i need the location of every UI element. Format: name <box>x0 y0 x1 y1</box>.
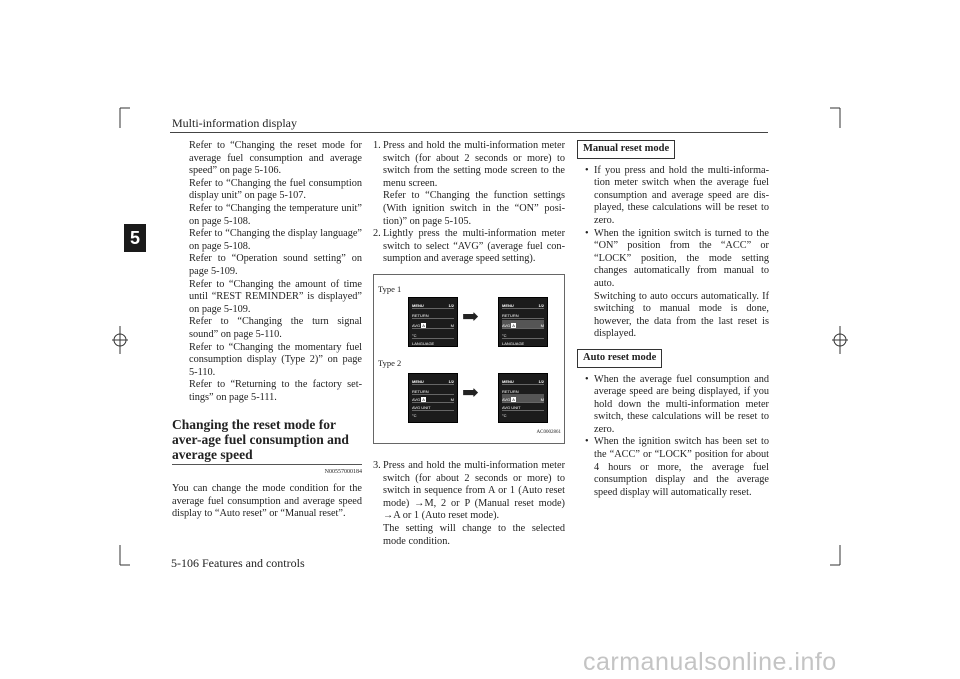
column-1 <box>172 140 362 521</box>
screen-temp-text: °C <box>412 412 417 418</box>
step-reference: Refer to “Changing the function settings (With ignition switch in the “ON” posi-tion)” on page 5-105. <box>383 190 565 227</box>
reference-item: Refer to “Returning to the factory set-tings” on page 5-111. <box>189 379 362 403</box>
screen-avg-text: AVG <box>412 396 421 402</box>
screen-menu-row <box>412 376 454 385</box>
reference-list <box>172 140 362 404</box>
screen-lang-text: LANGUAGE <box>502 340 525 346</box>
screen-menu-row <box>412 300 454 309</box>
screen-avg-unit: M <box>450 396 454 402</box>
reference-item: Refer to “Changing the display language” on page 5-108. <box>189 228 362 252</box>
screen-avg-text: AVG <box>502 396 511 402</box>
screen-avg-value: A <box>422 396 425 402</box>
screen-avg-value: A <box>512 396 515 402</box>
step-number: 2. <box>373 228 381 240</box>
bullet-text: When the ignition switch is turned to the “ON” position from the “ACC” or “LOCK” position, the mode setting changes automatically from manual to auto. <box>594 227 769 289</box>
screen-menu-row <box>502 300 544 309</box>
screen-page-text: 1/2 <box>448 378 454 384</box>
menu-screen-type2-after <box>498 373 548 423</box>
screen-menu-text: MENU <box>412 302 424 308</box>
column-3 <box>577 140 769 499</box>
bullet-item <box>585 374 769 437</box>
screen-lang-row <box>502 338 544 346</box>
reference-item: Refer to “Changing the fuel consumption display unit” on page 5-107. <box>189 177 362 202</box>
screen-avg-unit: M <box>540 322 544 328</box>
step-note: The setting will change to the selected mode condition. <box>383 522 565 547</box>
screen-temp-text: °C <box>502 412 507 418</box>
screen-page-text: 1/2 <box>538 302 544 308</box>
screen-return-row <box>502 310 544 319</box>
screen-temp-row <box>412 410 454 418</box>
reference-item: Refer to “Changing the amount of time until “REST REMINDER” is displayed” on page 5-109. <box>189 278 362 315</box>
screen-return-text: RETURN <box>412 388 429 394</box>
reference-item: Refer to “Changing the reset mode for average fuel consumption and average speed” on page 5-106. <box>189 140 362 177</box>
screen-menu-text: MENU <box>502 378 514 384</box>
screen-temp-row <box>502 410 544 418</box>
screen-temp-text: °C <box>412 332 417 338</box>
bullet-item <box>585 228 769 341</box>
step-3 <box>373 460 565 548</box>
step-2 <box>373 228 565 266</box>
type-1-label: Type 1 <box>378 283 402 294</box>
figure-code: AC0002861 <box>536 430 561 436</box>
auto-reset-mode-heading: Auto reset mode <box>577 349 662 368</box>
menu-screen-type2-before <box>408 373 458 423</box>
step-number: 1. <box>373 140 381 151</box>
section-body: You can change the mode condition for the average fuel consumption and average speed display to “Auto reset” or “Manual reset”. <box>172 483 362 520</box>
step-text: Lightly press the multi-information meter switch to select “AVG” (average fuel con-sumption and average speed setting). <box>383 228 565 265</box>
menu-screen-type1-before <box>408 297 458 347</box>
step-number: 3. <box>373 459 381 471</box>
screen-avg-text: AVG <box>412 322 421 328</box>
page-footer: 5-106 Features and controls <box>171 556 305 570</box>
screen-avg-row <box>412 320 454 329</box>
bullet-note: Switching to auto occurs automatically. If switching to manual mode is done, however, the data from the last reset is displayed. <box>594 290 769 340</box>
screen-avg-value: A <box>422 322 425 328</box>
screen-avg-unit: M <box>450 322 454 328</box>
screen-return-text: RETURN <box>502 388 519 394</box>
screen-return-text: RETURN <box>502 312 519 318</box>
screen-avg-text: AVG <box>502 322 511 328</box>
menu-screen-figure <box>373 274 565 444</box>
page-header-title: Multi-information display <box>172 116 297 130</box>
screen-lang-text: LANGUAGE <box>412 340 435 346</box>
screen-avg-unit: M <box>540 396 544 402</box>
screen-menu-text: MENU <box>412 378 424 384</box>
screen-avg-value: A <box>512 322 515 328</box>
screen-avg-unit-text: AVG UNIT <box>412 404 431 410</box>
bullet-icon: • <box>585 373 589 385</box>
arrow-right-icon: ➡ <box>462 305 479 328</box>
bullet-icon: • <box>585 227 589 239</box>
chapter-tab: 5 <box>124 224 146 252</box>
screen-menu-row <box>502 376 544 385</box>
bullet-item <box>585 436 769 499</box>
watermark: carmanualsonline.info <box>583 648 837 676</box>
arrow-right-icon: ➡ <box>462 381 479 404</box>
reference-item: Refer to “Changing the momentary fuel consumption display (Type 2)” on page 5-110. <box>189 341 362 378</box>
bullet-item <box>585 165 769 228</box>
section-heading: Changing the reset mode for aver-age fuel consumption and average speed <box>172 417 349 463</box>
step-text: Press and hold the multi-information meter switch (for about 2 seconds or more) to switch in sequence from A or 1 (Auto reset mode) →M, 2 or P (Manual reset mode) →A or 1 (Auto reset mode). <box>383 459 565 522</box>
section-code: N00557000184 <box>324 469 362 476</box>
screen-lang-row <box>412 338 454 346</box>
bullet-icon: • <box>585 164 589 176</box>
screen-avg-unit-text: AVG UNIT <box>502 404 521 410</box>
bullet-text: When the ignition switch has been set to the “ACC” or “LOCK” position for about 4 hours or more, the average fuel consumption display and the average speed display will automatically reset. <box>594 436 769 498</box>
reference-item: Refer to “Operation sound setting” on page 5-109. <box>189 253 362 277</box>
bullet-text: When the average fuel consumption and average speed are being displayed, if you hold down the multi-information meter switch, these calculations will be reset to zero. <box>594 373 769 435</box>
heading-rule <box>172 464 362 465</box>
column-2 <box>373 140 565 548</box>
screen-return-row <box>412 310 454 319</box>
reference-item: Refer to “Changing the temperature unit” on page 5-108. <box>189 202 362 227</box>
screen-return-text: RETURN <box>412 312 429 318</box>
manual-reset-mode-heading: Manual reset mode <box>577 140 675 159</box>
reference-item: Refer to “Changing the turn signal sound” on page 5-110. <box>189 316 362 340</box>
step-text: Press and hold the multi-information meter switch (for about 2 seconds or more) to switch from the setting mode screen to the menu screen. <box>383 140 565 189</box>
type-2-label: Type 2 <box>378 357 402 368</box>
header-rule <box>170 132 768 133</box>
bullet-icon: • <box>585 436 589 448</box>
menu-screen-type1-after <box>498 297 548 347</box>
screen-menu-text: MENU <box>502 302 514 308</box>
screen-page-text: 1/2 <box>448 302 454 308</box>
bullet-text: If you press and hold the multi-informa-tion meter switch when the average fuel consumption and average speed are dis-played, these calculations will be reset to zero. <box>594 164 769 226</box>
screen-page-text: 1/2 <box>538 378 544 384</box>
screen-avg-row-selected <box>502 320 544 329</box>
step-1 <box>373 140 565 228</box>
screen-temp-text: °C <box>502 332 507 338</box>
